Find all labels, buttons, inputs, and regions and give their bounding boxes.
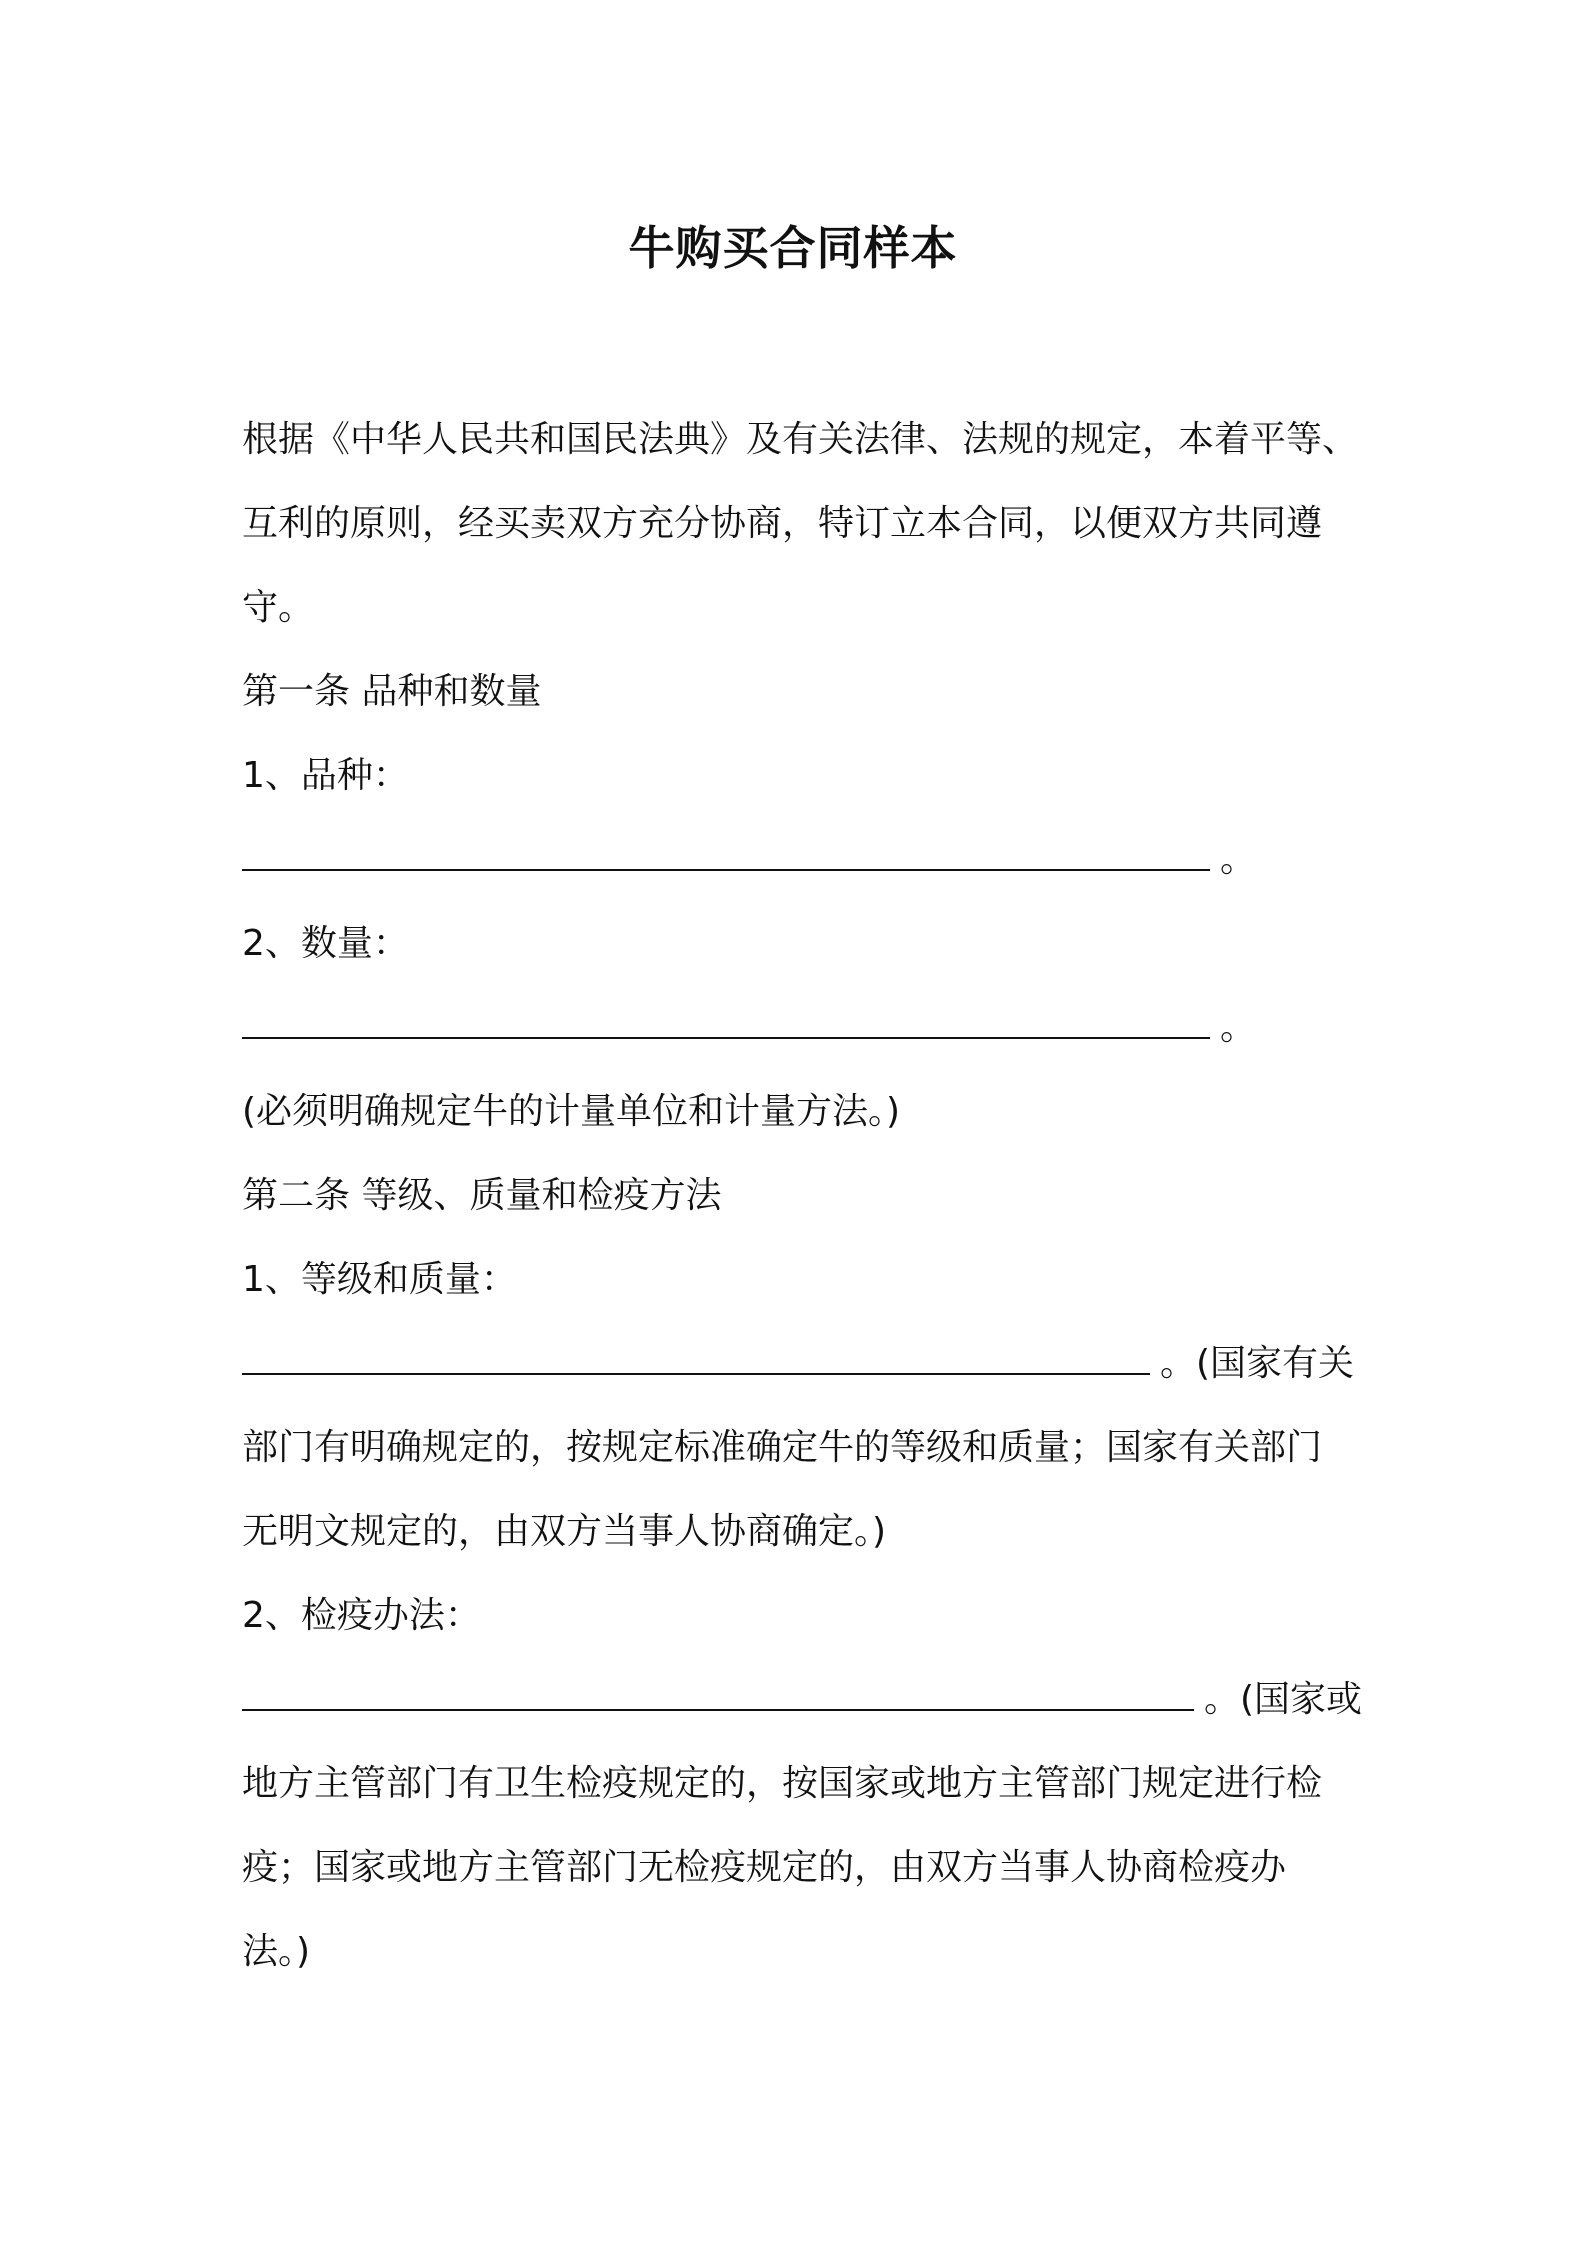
article-1-item-2-blank-line — [242, 986, 1362, 1070]
blank-tail-text: 。(国家或 — [1204, 1679, 1363, 1720]
article-2-item-2-cont-2: 疫；国家或地方主管部门无检疫规定的，由双方当事人协商检疫办 — [242, 1847, 1287, 1888]
blank-field[interactable] — [242, 819, 1210, 871]
article-1-item-1-blank-line — [242, 818, 1362, 902]
article-2-item-2-cont-1: 地方主管部门有卫生检疫规定的，按国家或地方主管部门规定进行检 — [242, 1763, 1323, 1804]
blank-field[interactable] — [242, 1323, 1150, 1375]
document-title: 牛购买合同样本 — [628, 221, 958, 275]
article-2-item-2-cont-3: 法。) — [242, 1931, 311, 1972]
article-2-item-2-label: 2、检疫办法： — [242, 1595, 481, 1636]
article-2-heading: 第二条 等级、质量和检疫方法 — [242, 1175, 722, 1216]
intro-line-3: 守。 — [242, 587, 315, 628]
intro-line-1: 根据《中华人民共和国民法典》及有关法律、法规的规定，本着平等、 — [242, 419, 1359, 460]
blank-end-mark: 。 — [1220, 839, 1257, 880]
article-2-item-1-cont-2: 无明文规定的，由双方当事人协商确定。) — [242, 1511, 887, 1552]
article-1-item-1-label: 1、品种： — [242, 755, 409, 796]
article-1-item-2-label: 2、数量： — [242, 923, 409, 964]
article-2-item-1-cont-1: 部门有明确规定的，按规定标准确定牛的等级和质量；国家有关部门 — [242, 1427, 1323, 1468]
blank-field[interactable] — [242, 987, 1210, 1039]
blank-field[interactable] — [242, 1659, 1194, 1711]
article-2-item-1-label: 1、等级和质量： — [242, 1259, 517, 1300]
article-2-item-1-blank-line — [242, 1322, 1362, 1406]
article-1-heading: 第一条 品种和数量 — [242, 671, 542, 712]
intro-line-2: 互利的原则，经买卖双方充分协商，特订立本合同，以便双方共同遵 — [242, 503, 1323, 544]
article-1-note: (必须明确规定牛的计量单位和计量方法。) — [242, 1091, 901, 1132]
article-2-item-2-blank-line — [242, 1658, 1362, 1742]
blank-end-mark: 。 — [1220, 1007, 1257, 1048]
blank-tail-text: 。(国家有关 — [1160, 1343, 1355, 1384]
document-body — [242, 398, 1362, 1994]
